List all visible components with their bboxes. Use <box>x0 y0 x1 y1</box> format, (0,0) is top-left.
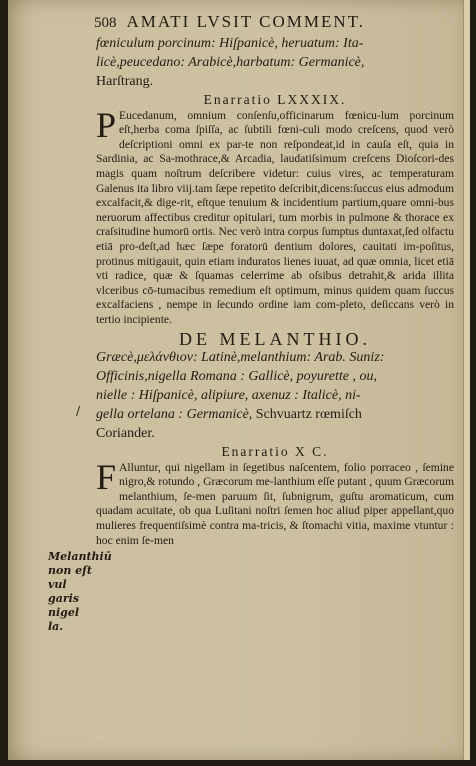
enarratio-heading-2: Enarratio X C. <box>221 444 329 460</box>
enarratio-heading-1: Enarratio LXXXIX. <box>203 92 347 107</box>
margin-note: Melanthiū non eſt vul garis nigel la. <box>48 550 112 633</box>
margin-mark: / <box>76 404 81 418</box>
dropcap-2: F <box>96 456 117 497</box>
intro-line: Harſtrang. <box>96 74 154 89</box>
running-title: AMATI LVSIT COMMENT. <box>126 12 366 31</box>
synonym-last: Coriander. <box>96 426 155 442</box>
intro-line: licè,peucedano: Arabicè,harbatum: Germanicè, <box>96 55 365 70</box>
paragraph-2-text: Alluntur, qui nigellam in ſegetibus naſcentem, folio porraceo , ſemine nigro,& rotundo , Græcorum me-lanthium eſſe putant , quum Græcorum melanthium, ſe-men paruum ſit, ſubnigrum, guſtu aromaticum, cum quadam acuitate, ob qua Luſitani noſtri ſemen hoc aliud piper appellant,quo mulieres frequentiſsimè contra ma-tricis, & ſtomachi vitia, maxime vtuntur : hoc enim ſe-men <box>96 460 454 547</box>
synonym-line: nielle : Hiſpanicè, alipiure, axenuz : Italicè, ni- <box>96 388 361 404</box>
section-title: DE MELANTHIO. <box>179 328 371 349</box>
paragraph-1 <box>96 104 454 328</box>
synonym-line <box>96 405 454 424</box>
synonym-roman: Schvuartz rœmiſch <box>255 407 362 423</box>
synonym-line: Officinis,nigella Romana : Gallicè, poyurette , ou, <box>96 369 377 385</box>
paragraph-2 <box>96 456 454 549</box>
dropcap-1: P <box>96 104 117 145</box>
synonyms-block <box>96 348 454 443</box>
intro-line: fœniculum porcinum: Hiſpanicè, heruatum: Ita- <box>96 36 364 51</box>
book-page <box>8 0 470 760</box>
page-edge <box>463 0 470 760</box>
paragraph-1-text: Eucedanum, omnium conſenſu,officinarum fœnicu-lum porcinum eſt,herba coma ſpiſſa, ac ſubtili fœni-culi modo creſcens, quod verò deſcriptioni omni ex par-te non reſpondeat,id in cauſa eſt, quia in Sardinia, ac Sa-mothrace,& Arcadia, laudatiſsimum creſcens Dioſcori-des magis quam noſtrum deſcribere videtur: cuius vires, ac temperaturam Galenus ita libro viij.tam ſæpe repetito deſcribit,dicens:ſuccus eius admodum excalfacit,& dige-rit, eſtque tenuium & incidentium partium,quare omni-bus neruorum affectibus creditur opitulari, tum morbis in pulmone & thorace ex craſsitudine humorū ortis. Nec verò intra corpus ſumptus duntaxat,ſed olfactu etiā pro-deſt,ad hæc ſæpe foratorū dentium dolores, cauitati im-poſitus, protinus mitigauit, quin etiam induratos lienes iuuat, ad quæ omnia, licet etiā vti radice, quæ & ſquamas celerrime ab oſsibus detrahit,& arida illita vlceribus cō-tumacibus remedium eſt optimum, minus quidem quam ſuccus excalfaciens , nempe in ſecundo ordine iam com-pleto, deſiccans verò in tertio incipiente. <box>96 108 454 326</box>
intro-lines <box>96 34 454 91</box>
synonym-line-part: gella ortelana : Germanicè, <box>96 407 253 423</box>
running-header <box>94 12 454 32</box>
page-number: 508 <box>94 15 117 31</box>
text-block <box>96 34 454 548</box>
synonym-line: Græcè,μελάνθιον: Latinè,melanthium: Arab. Suniz: <box>96 350 385 366</box>
